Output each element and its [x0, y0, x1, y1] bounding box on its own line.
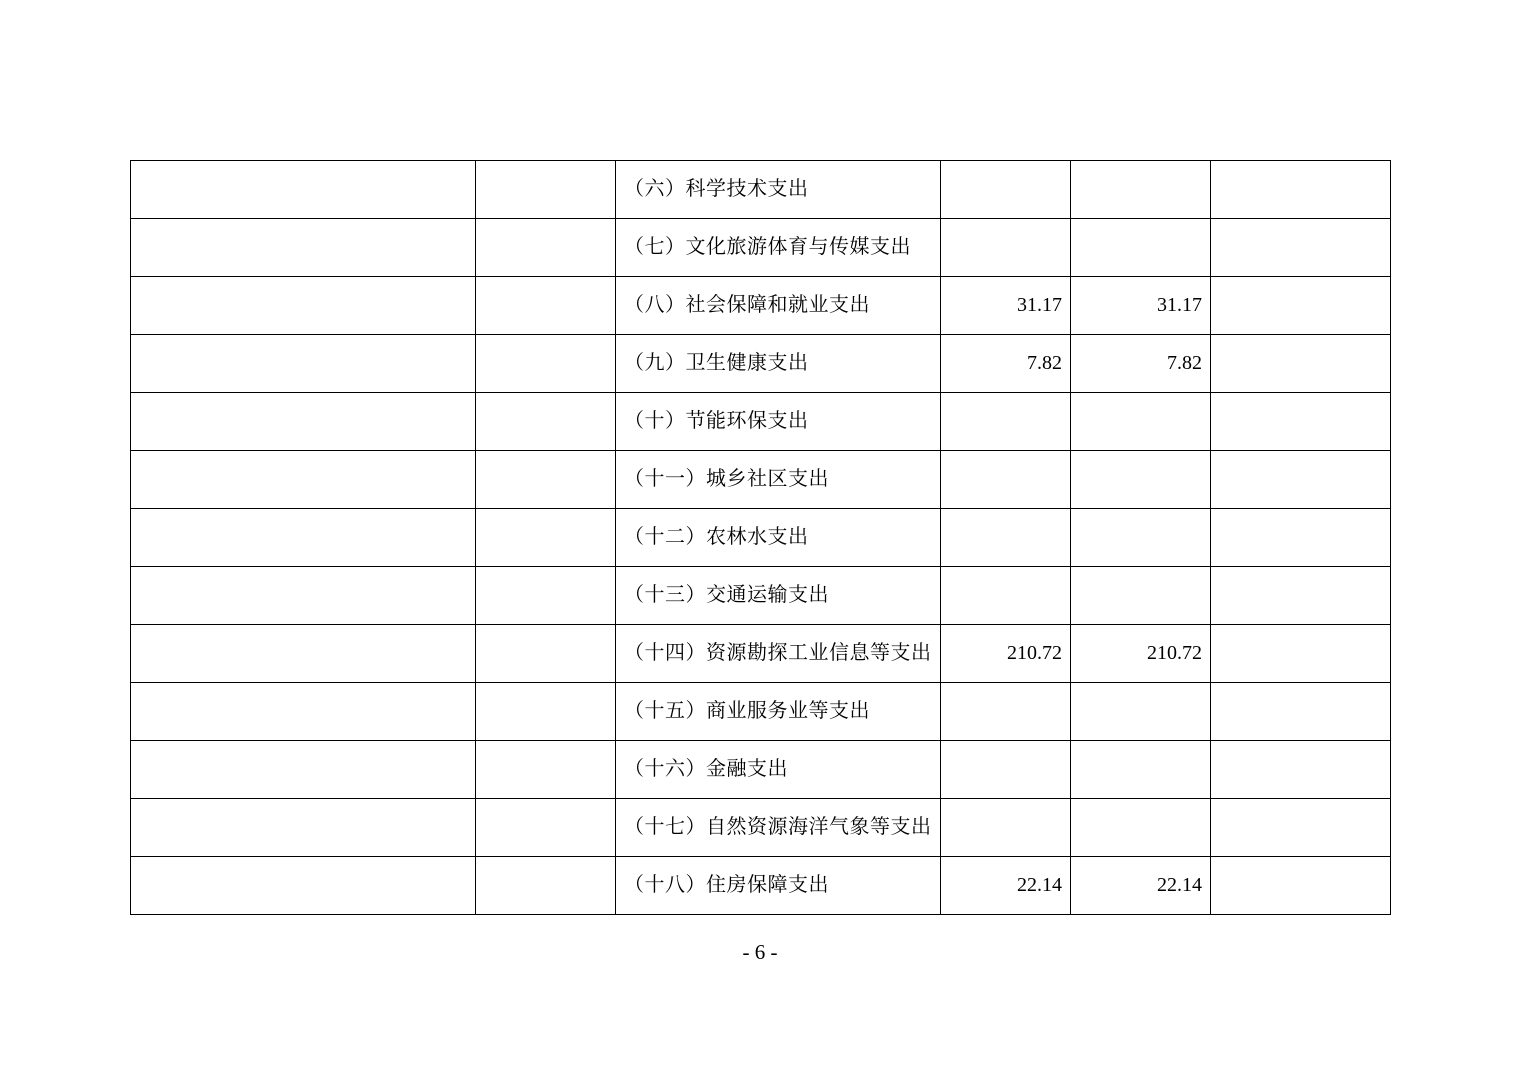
row-value-1 [941, 567, 1071, 625]
row-category-cell [131, 335, 476, 393]
row-value-1: 31.17 [941, 277, 1071, 335]
row-value-2 [1071, 567, 1211, 625]
row-category-cell [131, 161, 476, 219]
row-value-1 [941, 683, 1071, 741]
row-value-1 [941, 219, 1071, 277]
row-value-2 [1071, 683, 1211, 741]
row-subcategory-cell [476, 509, 616, 567]
row-value-2 [1071, 451, 1211, 509]
row-subcategory-cell [476, 161, 616, 219]
row-value-3 [1211, 509, 1391, 567]
row-category-cell [131, 451, 476, 509]
page-number: - 6 - [742, 940, 778, 964]
table-row [131, 799, 1391, 857]
table-row [131, 393, 1391, 451]
row-value-1: 210.72 [941, 625, 1071, 683]
row-value-2 [1071, 393, 1211, 451]
row-value-3 [1211, 567, 1391, 625]
row-subcategory-cell [476, 567, 616, 625]
budget-expenditure-table [130, 160, 1391, 915]
row-value-1 [941, 451, 1071, 509]
row-value-3 [1211, 799, 1391, 857]
table-row [131, 683, 1391, 741]
row-subcategory-cell [476, 857, 616, 915]
row-value-3 [1211, 857, 1391, 915]
row-category-cell [131, 219, 476, 277]
row-subcategory-cell [476, 219, 616, 277]
row-value-1 [941, 161, 1071, 219]
row-category-cell [131, 741, 476, 799]
table-row [131, 509, 1391, 567]
row-item-label: （十六）金融支出 [616, 741, 941, 799]
row-value-2: 22.14 [1071, 857, 1211, 915]
table-row [131, 335, 1391, 393]
table-row [131, 741, 1391, 799]
row-value-3 [1211, 335, 1391, 393]
row-category-cell [131, 393, 476, 451]
row-value-1: 22.14 [941, 857, 1071, 915]
row-item-label: （七）文化旅游体育与传媒支出 [616, 219, 941, 277]
row-value-2 [1071, 509, 1211, 567]
row-value-1: 7.82 [941, 335, 1071, 393]
row-subcategory-cell [476, 741, 616, 799]
row-value-2 [1071, 799, 1211, 857]
row-category-cell [131, 567, 476, 625]
row-value-3 [1211, 277, 1391, 335]
row-category-cell [131, 277, 476, 335]
row-value-1 [941, 393, 1071, 451]
row-subcategory-cell [476, 451, 616, 509]
row-category-cell [131, 509, 476, 567]
row-value-3 [1211, 741, 1391, 799]
table-row [131, 161, 1391, 219]
row-value-3 [1211, 219, 1391, 277]
table-row [131, 451, 1391, 509]
row-item-label: （十七）自然资源海洋气象等支出 [616, 799, 941, 857]
row-value-3 [1211, 683, 1391, 741]
row-subcategory-cell [476, 625, 616, 683]
row-item-label: （十五）商业服务业等支出 [616, 683, 941, 741]
row-category-cell [131, 799, 476, 857]
row-value-1 [941, 741, 1071, 799]
table-row [131, 625, 1391, 683]
row-item-label: （十八）住房保障支出 [616, 857, 941, 915]
row-value-2: 31.17 [1071, 277, 1211, 335]
row-value-1 [941, 509, 1071, 567]
row-value-3 [1211, 625, 1391, 683]
row-value-2: 7.82 [1071, 335, 1211, 393]
row-item-label: （十三）交通运输支出 [616, 567, 941, 625]
row-item-label: （十一）城乡社区支出 [616, 451, 941, 509]
row-value-2: 210.72 [1071, 625, 1211, 683]
row-value-2 [1071, 741, 1211, 799]
row-item-label: （九）卫生健康支出 [616, 335, 941, 393]
row-subcategory-cell [476, 393, 616, 451]
row-value-3 [1211, 161, 1391, 219]
row-subcategory-cell [476, 683, 616, 741]
row-subcategory-cell [476, 277, 616, 335]
table-row [131, 277, 1391, 335]
table-row [131, 567, 1391, 625]
row-item-label: （十四）资源勘探工业信息等支出 [616, 625, 941, 683]
row-item-label: （十二）农林水支出 [616, 509, 941, 567]
row-category-cell [131, 857, 476, 915]
table-row [131, 219, 1391, 277]
row-value-3 [1211, 393, 1391, 451]
row-category-cell [131, 625, 476, 683]
row-item-label: （十）节能环保支出 [616, 393, 941, 451]
row-item-label: （六）科学技术支出 [616, 161, 941, 219]
row-value-3 [1211, 451, 1391, 509]
row-subcategory-cell [476, 799, 616, 857]
row-value-2 [1071, 219, 1211, 277]
row-value-2 [1071, 161, 1211, 219]
row-subcategory-cell [476, 335, 616, 393]
row-value-1 [941, 799, 1071, 857]
row-category-cell [131, 683, 476, 741]
table-row [131, 857, 1391, 915]
row-item-label: （八）社会保障和就业支出 [616, 277, 941, 335]
